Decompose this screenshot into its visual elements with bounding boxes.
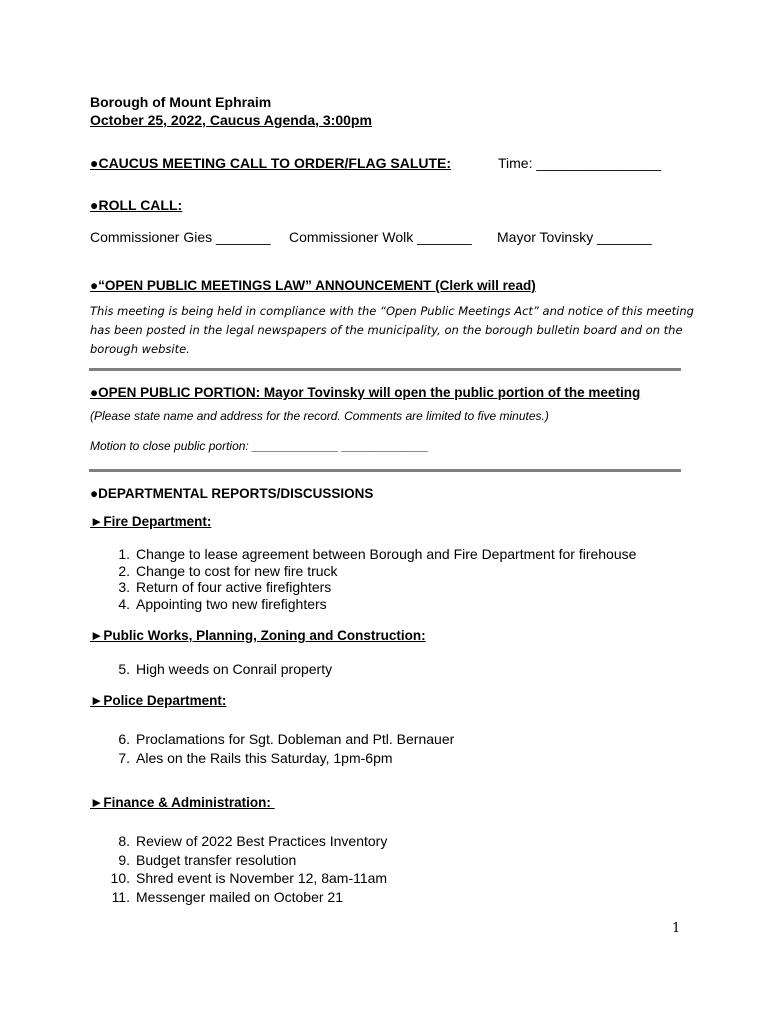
item-number: 7. [118,750,130,766]
item-text: High weeds on Conrail property [136,661,333,677]
item-text: Messenger mailed on October 21 [136,889,343,905]
meeting-date-line: October 25, 2022, Caucus Agenda, 3:00pm [90,112,372,128]
item-number: 3. [118,579,130,595]
public-portion-note: (Please state name and address for the record. Comments are limited to five minutes.) [90,409,549,423]
item-text: Appointing two new firefighters [136,596,327,612]
list-item [108,833,387,849]
page-number: 1 [672,921,681,936]
item-number: 5. [118,661,130,677]
call-to-order-label: ●CAUCUS MEETING CALL TO ORDER/FLAG SALUTE: [90,155,452,171]
roll-call-member-gies: Commissioner Gies _______ [90,229,271,245]
public-portion-heading: ●OPEN PUBLIC PORTION: Mayor Tovinsky will open the public portion of the meeting [90,385,641,400]
opma-heading: ●“OPEN PUBLIC MEETINGS LAW” ANNOUNCEMENT (Clerk will read) [90,278,536,293]
roll-call-member-mayor: Mayor Tovinsky _______ [497,229,652,245]
roll-call-member-wolk: Commissioner Wolk _______ [289,229,472,245]
item-text: Budget transfer resolution [136,852,297,868]
departmental-heading: ●DEPARTMENTAL REPORTS/DISCUSSIONS [90,486,374,501]
item-number: 11. [111,889,130,905]
item-text: Proclamations for Sgt. Dobleman and Ptl. Bernauer [136,731,455,747]
list-item [108,596,327,612]
item-number: 1. [118,546,130,562]
item-text: Change to cost for new fire truck [136,563,338,579]
list-item [108,579,331,595]
list-item [108,852,296,868]
item-text: Ales on the Rails this Saturday, 1pm-6pm [136,750,393,766]
item-text: Review of 2022 Best Practices Inventory [136,833,388,849]
opma-text-line: has been posted in the legal newspapers of the municipality, on the borough bulletin board and on the [90,323,683,337]
list-item [108,731,454,747]
item-number: 10. [110,870,130,886]
opma-text-line: borough website. [90,342,190,356]
list-item [108,661,332,677]
roll-call-label: ●ROLL CALL: [90,197,183,213]
police-department-heading: ►Police Department: [90,693,227,708]
item-text: Shred event is November 12, 8am-11am [136,870,388,886]
public-works-heading: ►Public Works, Planning, Zoning and Construction: [90,628,426,643]
list-item [108,889,343,905]
item-number: 4. [118,596,130,612]
list-item [108,546,636,562]
list-item [108,870,387,886]
item-number: 8. [118,833,130,849]
list-item [108,563,338,579]
item-number: 6. [118,731,130,747]
motion-close-line: Motion to close public portion: _____________ _____________ [90,439,429,453]
org-title: Borough of Mount Ephraim [90,94,272,110]
item-text: Change to lease agreement between Borough and Fire Department for firehouse [136,546,637,562]
list-item [108,750,393,766]
finance-administration-heading: ►Finance & Administration: [90,795,275,810]
item-text: Return of four active firefighters [136,579,332,595]
item-number: 9. [118,852,130,868]
item-number: 2. [118,563,130,579]
section-divider [89,469,681,472]
opma-text-line: This meeting is being held in compliance with the “Open Public Meetings Act” and notice of this meeting [90,304,694,318]
section-divider [89,368,681,371]
fire-department-heading: ►Fire Department: [90,514,212,529]
call-to-order-time: Time: ________________ [498,155,661,171]
